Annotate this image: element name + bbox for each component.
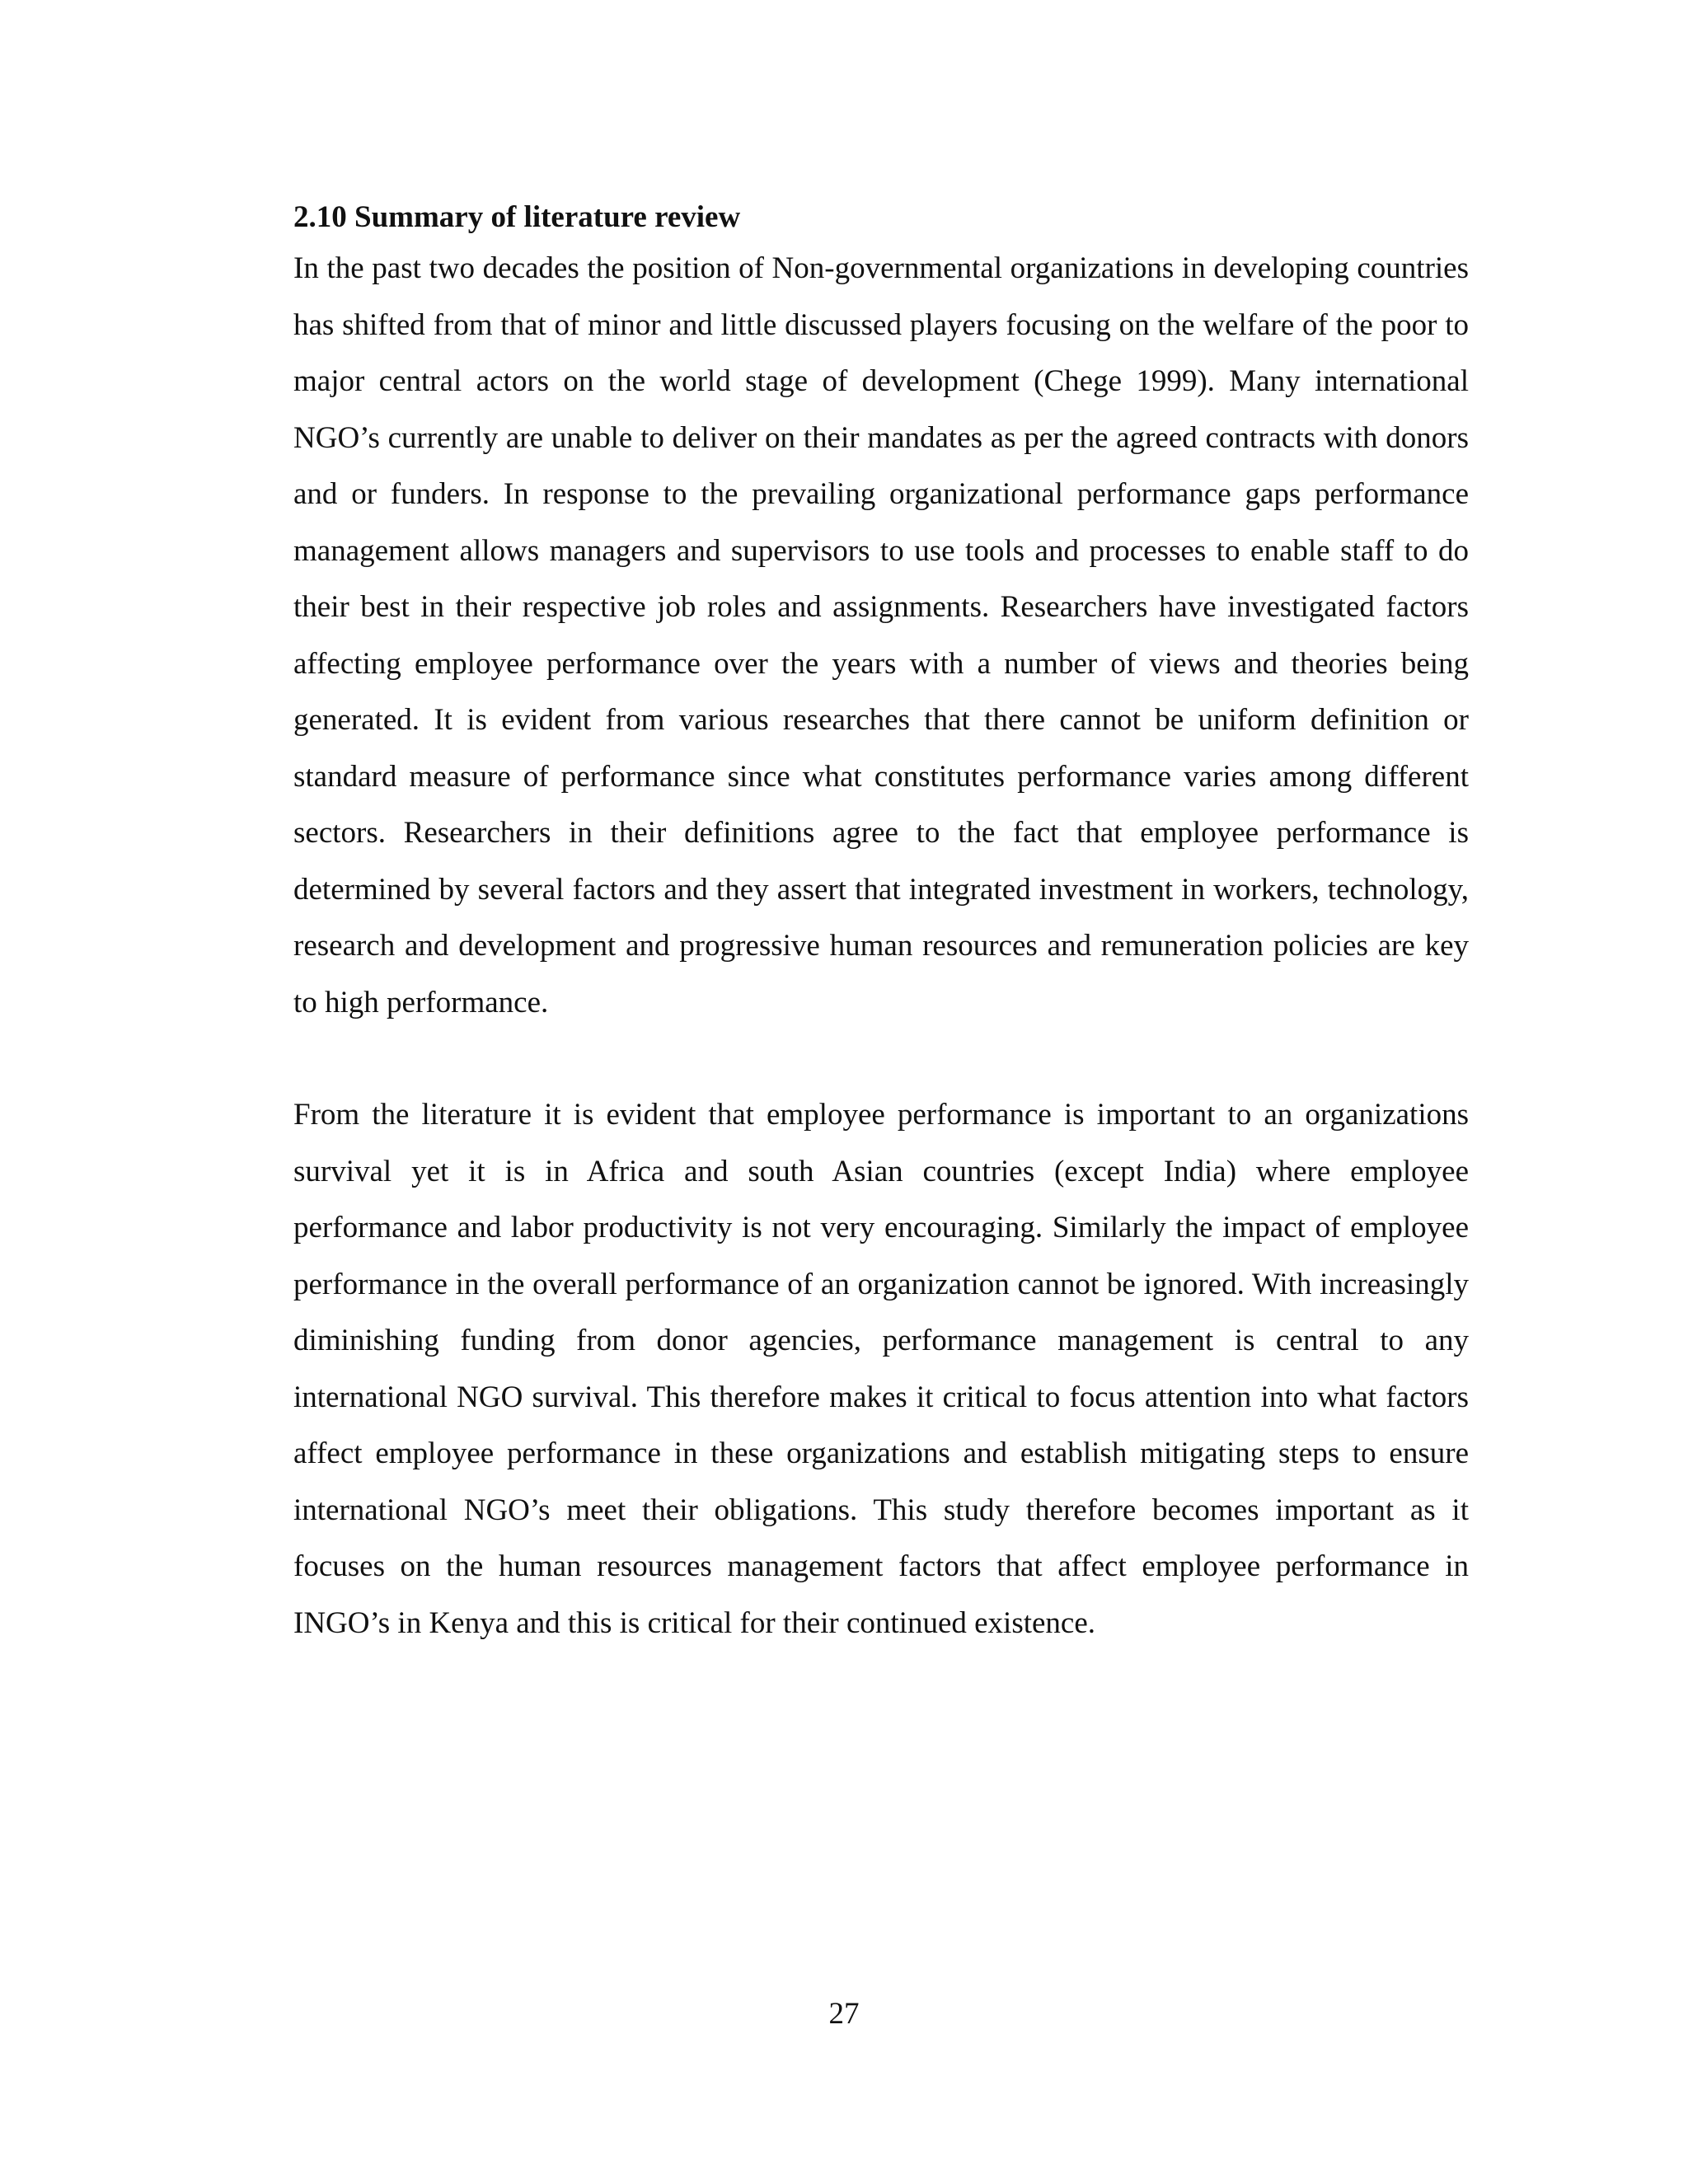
paragraph-2: From the literature it is evident that employee performance is important to an organizations survival yet it is in Africa and south Asian countries (except India) where employee performance and labor productivity is not very encouraging. Similarly the impact of employee performance in the overall performance of an organization cannot be ignored. With increasingly diminishing funding from donor agencies, performance management is central to any international NGO survival. This therefore makes it critical to focus attention into what factors affect employee performance in these organizations and establish mitigating steps to ensure international NGO’s meet their obligations. This study therefore becomes important as it focuses on the human resources management factors that affect employee performance in INGO’s in Kenya and this is critical for their continued existence. <box>293 1098 1469 1640</box>
page-content <box>293 198 1469 1652</box>
paragraph-1: In the past two decades the position of Non-governmental organizations in developing countries has shifted from that of minor and little discussed players focusing on the welfare of the poor to major central actors on the world stage of development (Chege 1999). Many international NGO’s currently are unable to deliver on their mandates as per the agreed contracts with donors and or funders. In response to the prevailing organizational performance gaps performance management allows managers and supervisors to use tools and processes to enable staff to do their best in their respective job roles and assignments. Researchers have investigated factors affecting employee performance over the years with a number of views and theories being generated. It is evident from various researches that there cannot be uniform definition or standard measure of performance since what constitutes performance varies among different sectors. Researchers in their definitions agree to the fact that employee performance is determined by several factors and they assert that integrated investment in workers, technology, research and development and progressive human resources and remuneration policies are key to high performance. <box>293 251 1469 1019</box>
section-heading: 2.10 Summary of literature review <box>293 200 741 234</box>
page-number: 27 <box>828 1997 860 2031</box>
